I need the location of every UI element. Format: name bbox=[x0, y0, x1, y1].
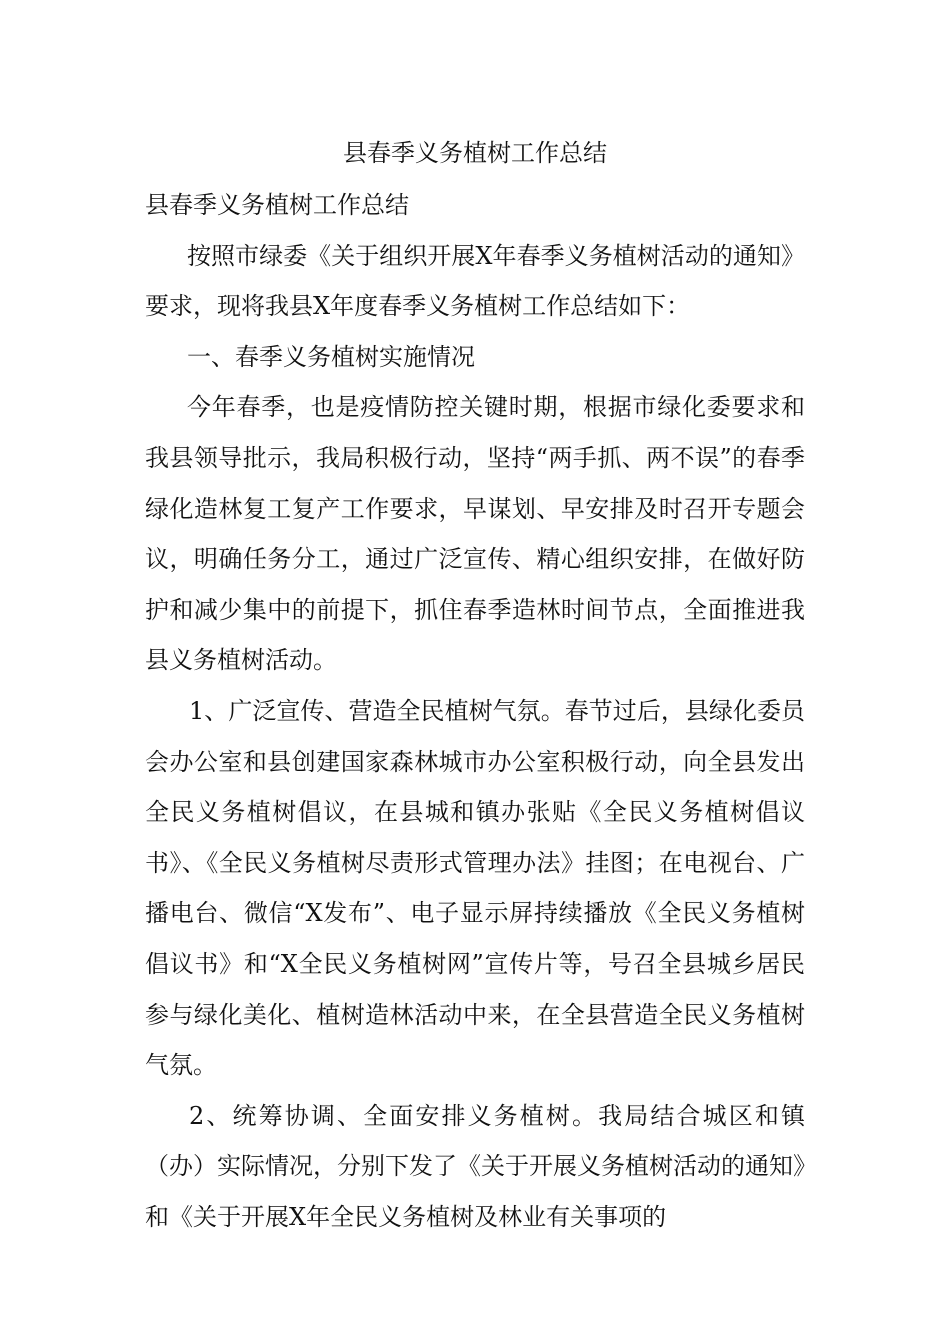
document-title: 县春季义务植树工作总结 bbox=[343, 139, 607, 167]
section-heading: 一、春季义务植树实施情况 bbox=[187, 342, 475, 371]
document-body bbox=[145, 180, 805, 1242]
paragraph-item-2: 2、统筹协调、全面安排义务植树。我局结合城区和镇（办）实际情况，分别下发了《关于开展义务植树活动的通知》和《关于开展X年全民义务植树及林业有关事项的 bbox=[145, 1101, 805, 1231]
document-subtitle: 县春季义务植树工作总结 bbox=[145, 191, 409, 219]
paragraph-item-1: 1、广泛宣传、营造全民植树气氛。春节过后，县绿化委员会办公室和县创建国家森林城市办公室积极行动，向全县发出全民义务植树倡议，在县城和镇办张贴《全民义务植树倡议书》、《全民义务植树尽责形式管理办法》挂图；在电视台、广播电台、微信“X发布”、电子显示屏持续播放《全民义务植树倡议书》和“X全民义务植树网”宣传片等，号召全县城乡居民参与绿化美化、植树造林活动中来，在全县营造全民义务植树气氛。 bbox=[145, 696, 805, 1080]
paragraph-overview: 今年春季，也是疫情防控关键时期，根据市绿化委要求和我县领导批示，我局积极行动，坚持“两手抓、两不误”的春季绿化造林复工复产工作要求，早谋划、早安排及时召开专题会议，明确任务分工，通过广泛宣传、精心组织安排，在做好防护和减少集中的前提下，抓住春季造林时间节点，全面推进我县义务植树活动。 bbox=[145, 393, 805, 675]
paragraph-intro: 按照市绿委《关于组织开展X年春季义务植树活动的通知》要求，现将我县X年度春季义务植树工作总结如下： bbox=[145, 241, 805, 321]
